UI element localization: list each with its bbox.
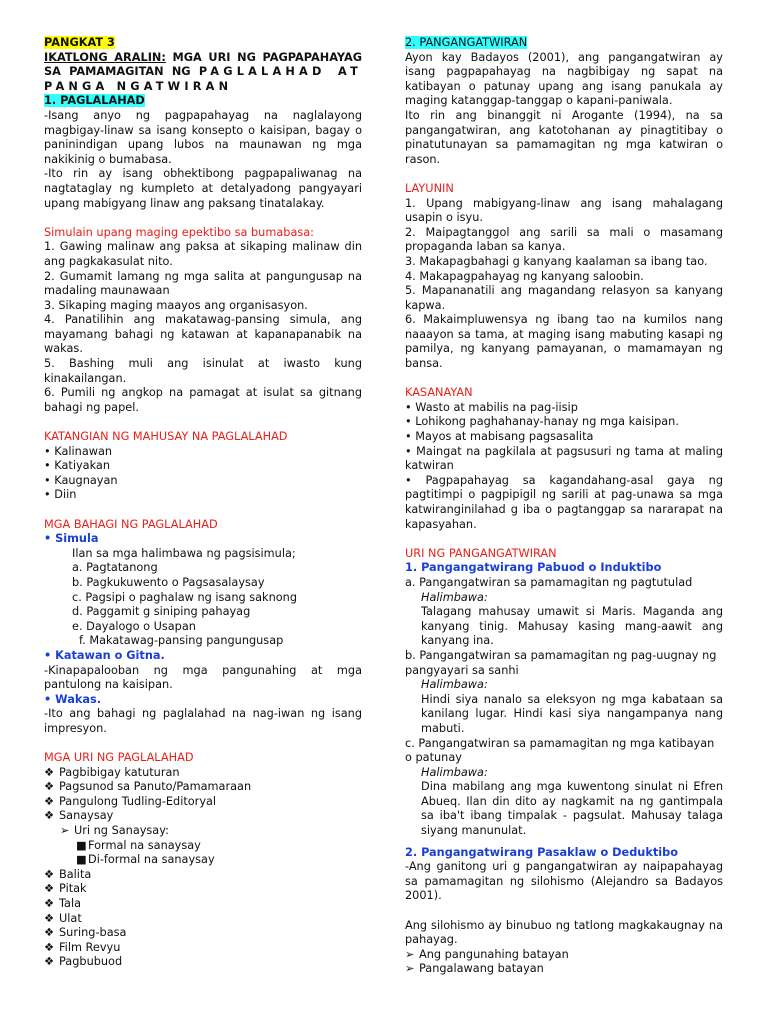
square-bullet-icon: ■ bbox=[76, 853, 87, 867]
pabuod-example-a: Talagang mahusay umawit si Maris. Maganda ang kanyang tinig. Mahusay kasing mang-aawit ang kanyang ina. bbox=[421, 605, 723, 648]
section-heading-pangangatwiran: 2. PANGANGATWIRAN bbox=[405, 36, 528, 49]
lesson-title bbox=[44, 51, 362, 95]
katangian-item: • Diin bbox=[44, 488, 77, 502]
uri-paglalahad-heading: MGA URI NG PAGLALAHAD bbox=[44, 751, 194, 765]
simulain-item: 6. Pumili ng angkop na pamagat at isulat sa gitnang bahagi ng papel. bbox=[44, 386, 362, 414]
pasaklaw-text: -Ang ganitong uri g pangangatwiran ay naipapahayag sa pamamagitan ng silohismo (Alejandro sa Badayos 2001). bbox=[405, 860, 723, 903]
lesson-title-text: MGA URI NG PAGPAPAHAYAG SA PAMAMAGITAN NG bbox=[44, 50, 362, 79]
pabuod-subheading-a: a. Pangangatwiran sa pamamagitan ng pagtutulad bbox=[405, 575, 693, 589]
simulain-item: 2. Gumamit lamang ng mga salita at pangungusap na madaling maunawaan bbox=[44, 269, 362, 298]
simula-item: d. Paggamit g siniping pahayag bbox=[72, 605, 251, 619]
uri-item: ❖ Tala bbox=[44, 897, 82, 911]
arrow-bullet-icon: ➢ bbox=[60, 824, 70, 838]
diamond-bullet-icon: ❖ bbox=[44, 911, 55, 925]
kasanayan-item: • Mayos at mabisang pagsasalita bbox=[405, 430, 594, 444]
kasanayan-item: • Pagpapahayag sa kagandahang-asal gaya ng pagtitimpi o pagpipigil ng sarili at pag-unawa sa mga katwiranginilahad g iba o pagtanggap sa nararapat na kapasyahan. bbox=[405, 473, 723, 531]
layunin-item: 1. Upang mabigyang-linaw ang isang mahalagang usapin o isyu. bbox=[405, 196, 723, 225]
kasanayan-heading: KASANAYAN bbox=[405, 386, 473, 400]
diamond-bullet-icon: ❖ bbox=[44, 765, 55, 779]
pabuod-subheading-c: c. Pangangatwiran sa pamamagitan ng mga katibayan o patunay bbox=[405, 736, 715, 765]
simulain-item: 3. Sikaping maging maayos ang organisasyon. bbox=[44, 298, 308, 312]
wakas-label: • Wakas. bbox=[44, 692, 101, 706]
sanaysay-type: ■Di-formal na sanaysay bbox=[76, 853, 215, 867]
layunin-heading: LAYUNIN bbox=[405, 181, 454, 195]
diamond-bullet-icon: ❖ bbox=[44, 897, 55, 911]
uri-item: ❖ Film Revyu bbox=[44, 940, 121, 954]
kasanayan-item: • Wasto at mabilis na pag-iisip bbox=[405, 400, 578, 414]
simula-item: b. Pagkukuwento o Pagsasalaysay bbox=[72, 575, 265, 589]
bahagi-heading: MGA BAHAGI NG PAGLALAHAD bbox=[44, 517, 218, 531]
katangian-item: • Kaugnayan bbox=[44, 473, 118, 487]
arrow-bullet-icon: ➢ bbox=[405, 962, 415, 976]
kasanayan-item: • Lohikong paghahanay-hanay ng mga kaisipan. bbox=[405, 415, 679, 429]
simulain-item: 5. Bashing muli ang isinulat at iwasto kung kinakailangan. bbox=[44, 357, 362, 385]
katawan-text: -Kinapapalooban ng mga pangunahing at mga pantulong na kaisipan. bbox=[44, 663, 362, 692]
layunin-item: 6. Makaimpluwensya ng ibang tao na kumilos nang naaayon sa tama, at maging isang mabuting kasapi ng pamilya, ng kanyang pamayanan, o mamamayan ng bansa. bbox=[405, 313, 723, 371]
pangangatwiran-paragraph-2: Ito rin ang binanggit ni Arogante (1994), na sa pangangatwiran, ang katotohanan ay pinagtitibay o pinatutunayan sa pamamagitan ng mga katwiran o rason. bbox=[405, 108, 723, 166]
paglalahad-paragraph-1: -Isang anyo ng pagpapahayag na naglalayong magbigay-linaw sa isang konsepto o kaisipan, bagay o paninindigan upang lubos na maunawan ng mga nakikinig o bumabasa. bbox=[44, 108, 362, 166]
uri-item: ❖ Pagbubuod bbox=[44, 955, 123, 969]
diamond-bullet-icon: ❖ bbox=[44, 794, 55, 808]
uri-item: ❖ Pitak bbox=[44, 882, 87, 896]
group-label: PANGKAT 3 bbox=[44, 36, 115, 49]
simulain-item: 4. Panatilihin ang makatawag-pansing simula, ang mayamang bahagi ng katawan at kapanapanabik na wakas. bbox=[44, 313, 362, 356]
halimbawa-label: Halimbawa: bbox=[421, 678, 488, 692]
simulain-heading: Simulain upang maging epektibo sa bumabasa: bbox=[44, 225, 314, 239]
halimbawa-label: Halimbawa: bbox=[421, 765, 488, 779]
diamond-bullet-icon: ❖ bbox=[44, 867, 55, 881]
sanaysay-type: ■Formal na sanaysay bbox=[76, 838, 201, 852]
pangangatwiran-paragraph-1: Ayon kay Badayos (2001), ang pangangatwiran ay isang pagpapahayag na nagbibigay ng sapat na katibayan o patunay upang ang isang panukala ay maging katanggap-tanggap o kapani-paniwala. bbox=[405, 50, 723, 108]
simulain-item: 1. Gawing malinaw ang paksa at sikaping malinaw din ang pagkakasulat nito. bbox=[44, 240, 362, 268]
pabuod-example-c: Dina mabilang ang mga kuwentong sinulat ni Efren Abueq. Ilan din dito ay nagkamit na ng gantimpala sa iba't ibang timpalak - pagsulat. Mahusay talaga siyang manunulat. bbox=[421, 780, 723, 838]
left-column bbox=[44, 36, 362, 970]
lesson-title-spaced: PAGLALAHAD AT PANGA NGATWIRAN bbox=[44, 65, 362, 93]
arrow-bullet-icon: ➢ bbox=[405, 947, 415, 961]
square-bullet-icon: ■ bbox=[76, 838, 87, 852]
katangian-heading: KATANGIAN NG MAHUSAY NA PAGLALAHAD bbox=[44, 430, 288, 444]
diamond-bullet-icon: ❖ bbox=[44, 940, 55, 954]
uri-item: ❖ Suring-basa bbox=[44, 926, 127, 940]
sanaysay-subheading: ➢ Uri ng Sanaysay: bbox=[60, 824, 169, 838]
uri-item: ❖ Pangulong Tudling-Editoryal bbox=[44, 794, 217, 808]
section-heading-paglalahad: 1. PAGLALAHAD bbox=[44, 94, 145, 108]
pabuod-subheading-b: b. Pangangatwiran sa pamamagitan ng pag-uugnay ng pangyayari sa sanhi bbox=[405, 648, 717, 677]
katangian-item: • Katiyakan bbox=[44, 459, 110, 473]
katangian-item: • Kalinawan bbox=[44, 444, 113, 458]
simula-item: a. Pagtatanong bbox=[72, 561, 158, 575]
layunin-item: 3. Makapagbahagi g kanyang kaalaman sa ibang tao. bbox=[405, 254, 708, 268]
uri-pangangatwiran-heading: URI NG PANGANGATWIRAN bbox=[405, 546, 557, 560]
diamond-bullet-icon: ❖ bbox=[44, 780, 55, 794]
simula-item: e. Dayalogo o Usapan bbox=[72, 619, 196, 633]
uri-item: ❖ Sanaysay bbox=[44, 809, 114, 823]
uri-item: ❖ Balita bbox=[44, 867, 92, 881]
diamond-bullet-icon: ❖ bbox=[44, 955, 55, 969]
batayan-item: ➢ Pangalawang batayan bbox=[405, 962, 544, 976]
simula-item: c. Pagsipi o paghalaw ng isang saknong bbox=[72, 590, 297, 604]
kasanayan-item: • Maingat na pagkilala at pagsusuri ng tama at maling katwiran bbox=[405, 444, 723, 473]
layunin-item: 5. Mapananatili ang magandang relasyon sa kanyang kapwa. bbox=[405, 284, 723, 312]
katawan-label: • Katawan o Gitna. bbox=[44, 648, 165, 662]
halimbawa-label: Halimbawa: bbox=[421, 590, 488, 604]
paglalahad-paragraph-2: -Ito rin ay isang obhektibong pagpapaliwanag na nagtataglay ng kumpleto at detalyadong pangyayari upang mabigyang linaw ang paksang tinatalakay. bbox=[44, 167, 362, 210]
uri-item: ❖ Pagbibigay katuturan bbox=[44, 765, 180, 779]
batayan-item: ➢ Ang pangunahing batayan bbox=[405, 947, 569, 961]
pabuod-heading: 1. Pangangatwirang Pabuod o Induktibo bbox=[405, 561, 662, 575]
pabuod-example-b: Hindi siya nanalo sa eleksyon ng mga kabataan sa kanilang lugar. Hindi kasi siya nangampanya nang mabuti. bbox=[421, 692, 723, 735]
right-column bbox=[405, 36, 723, 977]
pasaklaw-heading: 2. Pangangatwirang Pasaklaw o Deduktibo bbox=[405, 845, 678, 859]
simula-label: • Simula bbox=[44, 532, 99, 546]
simula-item: f. Makatawag-pansing pangungusap bbox=[79, 634, 284, 648]
simula-intro: Ilan sa mga halimbawa ng pagsisimula; bbox=[72, 546, 296, 560]
diamond-bullet-icon: ❖ bbox=[44, 882, 55, 896]
uri-item: ❖ Pagsunod sa Panuto/Pamamaraan bbox=[44, 780, 252, 794]
silohismo-text: Ang silohismo ay binubuo ng tatlong magkakaugnay na pahayag. bbox=[405, 918, 723, 947]
layunin-item: 4. Makapagpahayag ng kanyang saloobin. bbox=[405, 269, 644, 283]
diamond-bullet-icon: ❖ bbox=[44, 926, 55, 940]
layunin-item: 2. Maipagtanggol ang sarili sa mali o masamang propaganda laban sa kanya. bbox=[405, 225, 723, 254]
lesson-title-label: IKATLONG ARALIN: bbox=[44, 50, 166, 64]
uri-item: ❖ Ulat bbox=[44, 911, 82, 925]
diamond-bullet-icon: ❖ bbox=[44, 809, 55, 823]
wakas-text: -Ito ang bahagi ng paglalahad na nag-iwan ng isang impresyon. bbox=[44, 707, 362, 735]
